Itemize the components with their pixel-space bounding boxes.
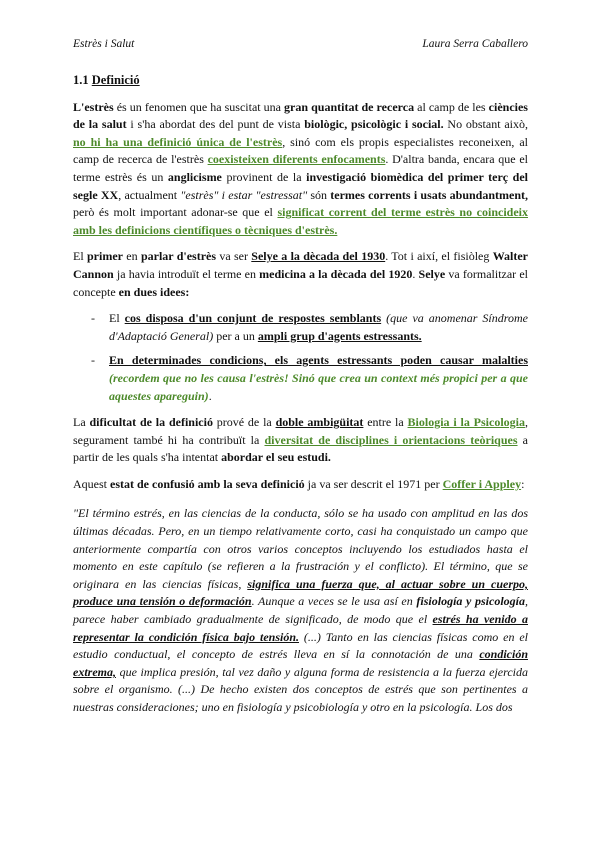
p2-bold: Selye (418, 266, 446, 281)
p2-bold: Walter Cannon (73, 249, 529, 281)
p4-highlight: Coffer i Appley (442, 476, 522, 491)
paragraph-4 (73, 476, 528, 494)
page-header (73, 38, 528, 50)
p2-bold: medicina a la dècada del 1920 (259, 266, 413, 281)
p2-bold: en dues idees: (118, 284, 190, 299)
p1-text: , actualment (118, 187, 181, 202)
list-dash: - (91, 353, 95, 368)
p3-underlined: doble ambigüitat (275, 415, 364, 430)
p2-bold: primer (86, 249, 123, 264)
list-item (73, 310, 528, 345)
p2-text: El (73, 249, 87, 264)
quote-underlined: condición extrema, (73, 647, 528, 679)
p4-text: Aquest (73, 476, 110, 491)
quote-text: . Aunque a veces se le usa así en (251, 594, 417, 609)
document-body (73, 72, 528, 717)
p1-bold: ciències de la salut (73, 99, 528, 132)
p1-italic: "estrès" i estar "estressat" (180, 187, 308, 202)
item-text: per a un (213, 328, 258, 343)
p1-text: són (307, 187, 331, 202)
quote-text: , parece haber cambiado gradualmente de significado, de modo que el (73, 594, 529, 627)
p1-bold: anglicisme (167, 169, 222, 184)
section-number: 1.1 (73, 73, 92, 87)
list-dash: - (91, 311, 95, 326)
p1-text: , sinó com els propis especialistes reconeixen, al camp de recerca de l'estrès (73, 134, 529, 167)
p1-text: és un fenomen que ha suscitat una (113, 99, 285, 114)
quote-underlined: significa una fuerza que, al actuar sobre un cuerpo, produce una tensión o deformación (73, 576, 528, 609)
header-left: Estrès i Salut (73, 38, 135, 50)
p1-text: però és molt important adonar-se que el (73, 205, 278, 220)
paragraph-1 (73, 99, 528, 240)
p1-highlight: coexisteixen diferents enfocaments (207, 152, 386, 167)
p1-text: provinent de la (221, 169, 307, 184)
paragraph-2 (73, 248, 528, 301)
item-text: . (208, 388, 212, 403)
p1-text: i s'ha abordat des del punt de vista (126, 117, 305, 132)
p1-highlight: no hi ha una definició única de l'estrès (73, 134, 283, 149)
p2-bold: parlar d'estrès (140, 249, 217, 264)
quote-underlined: estrés ha venido a representar la condición física bajo tensión. (73, 612, 528, 644)
p1-text: No obstant això, (443, 117, 529, 132)
p3-bold: dificultat de la definició (89, 415, 213, 430)
section-title: Definició (91, 73, 140, 87)
p3-text: , segurament també hi ha contribuït la (73, 415, 529, 447)
p3-highlight: Biologia i la Psicologia (407, 415, 526, 430)
p1-bold: termes corrents i usats abundantment, (330, 187, 529, 202)
p1-bold: gran quantitat de recerca (284, 99, 415, 114)
quote-text: "El término estrés, en las ciencias de la conducta, sólo se ha usado con amplitud en las dos últimas décadas. Pero, en un tiempo relativamente corto, casi ha conquistado un campo que anteriormente compartía con otros varios conceptos incluyendo los estudiados hasta el momento en este capítulo (se refieren a la frustración y el conflicto). El término, que se originara en las ciencias físicas, (73, 506, 528, 591)
p2-text: . Tot i així, el fisiòleg (385, 249, 493, 264)
header-right: Laura Serra Caballero (422, 38, 528, 50)
p2-text: ja havia introduït el terme en (113, 266, 260, 281)
section-heading (73, 72, 528, 90)
quotation (73, 505, 528, 716)
quote-bold: fisiología y psicología (416, 594, 526, 609)
paragraph-3 (73, 414, 528, 467)
p1-text: . D'altra banda, encara que el terme estrès és un (73, 152, 528, 184)
p4-text: : (521, 476, 525, 491)
item-text: El (109, 311, 125, 326)
item-underlined: ampli grup d'agents estressants. (257, 328, 422, 343)
p3-highlight: diversitat de disciplines i orientacions teòriques (264, 432, 518, 447)
p4-text: ja va ser descrit el 1971 per (304, 476, 443, 491)
p2-text: va ser (216, 249, 252, 264)
p2-text: . (412, 266, 419, 281)
p3-text: a partir de les quals s'ha intentat (73, 432, 529, 465)
p1-term-estres: L'estrès (73, 99, 114, 114)
item-underlined: cos disposa d'un conjunt de respostes semblants (124, 311, 382, 326)
p1-bold: investigació biomèdica del primer terç del segle XX (73, 169, 528, 202)
p3-bold: abordar el seu estudi. (221, 450, 331, 465)
p3-text: La (73, 415, 90, 430)
item-green-italic: (recordem que no les causa l'estrès! Sinó que crea un context més propici per a que aquestes apareguin) (109, 370, 528, 403)
p3-text: prové de la (212, 415, 276, 430)
p2-text: va formalitzar el concepte (73, 266, 529, 299)
quote-text: que implica presión, tal vez daño y alguna forma de resistencia a la fuerza ejercida sobre el organismo. (...) De hecho existen dos conceptos de estrés que son pertinentes a nuestras consideraciones; uno en fisiología y psicobiología y otro en la psicología. Los dos (73, 664, 528, 714)
item-italic: (que va anomenar Síndrome d'Adaptació General) (109, 311, 528, 343)
item-underlined: En determinades condicions, els agents estressants poden causar malalties (109, 353, 528, 368)
list-item (73, 352, 528, 405)
p2-text: en (122, 249, 141, 264)
p4-bold: estat de confusió amb la seva definició (110, 476, 305, 491)
ideas-list (73, 310, 528, 405)
p3-text: entre la (363, 415, 408, 430)
p1-bold: biològic, psicològic i social. (304, 117, 444, 132)
p1-text: al camp de les (414, 99, 489, 114)
quote-text: (...) Tanto en las ciencias físicas como en el estudio conductual, el concepto de estrés lleva en sí la connotación de una (73, 629, 528, 662)
p2-underlined: Selye a la dècada del 1930 (251, 249, 386, 264)
p1-highlight: significat corrent del terme estrès no coincideix amb les definicions científiques o tècniques d'estrès. (73, 205, 528, 237)
